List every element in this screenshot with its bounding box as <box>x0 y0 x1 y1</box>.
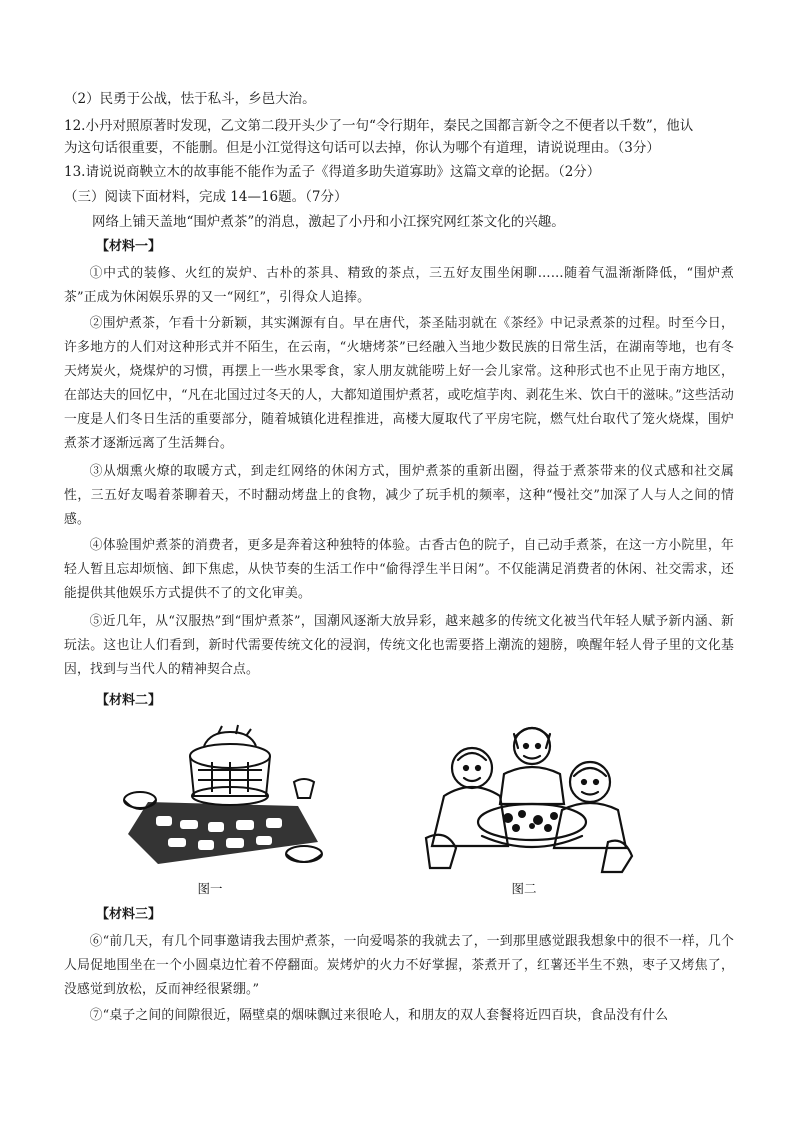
material-1-paragraph-4: ④体验围炉煮茶的消费者，更多是奔着这种独特的体验。古香古色的院子，自己动手煮茶，在这一方小院里，年轻人暂且忘却烦恼、卸下焦虑，从快节奏的生活工作中“偷得浮生半日闲”。不仅能满足消费者的休闲、社交需求，还能提供其他娱乐方式提供不了的文化审美。 <box>64 538 734 601</box>
material-3-paragraph-7: ⑦“桌子之间的间隙很近，隔壁桌的烟味飘过来很呛人，和朋友的双人套餐将近四百块，食品没有什么 <box>89 1008 669 1023</box>
material-3-heading: 【材料三】 <box>96 907 162 922</box>
material-1-paragraph-5: ⑤近几年，从“汉服热”到“围炉煮茶”，国潮风逐渐大放异彩，越来越多的传统文化被当代年轻人赋予新内涵、新玩法。这也让人们看到，新时代需要传统文化的浸润，传统文化也需要搭上潮流的翅膀，唤醒年轻人骨子里的文化基因，找到与当代人的精神契合点。 <box>64 614 734 677</box>
figure-2-caption: 图二 <box>511 881 537 896</box>
question-13: 13.请说说商鞅立木的故事能不能作为孟子《得道多助失道寡助》这篇文章的论据。（2分） <box>64 164 601 180</box>
intro-paragraph: 网络上铺天盖地“围炉煮茶”的消息，激起了小丹和小江探究网红茶文化的兴趣。 <box>92 214 565 230</box>
figure-1-tea-stove-illustration <box>118 722 328 872</box>
material-1-paragraph-3: ③从烟熏火燎的取暖方式，到走红网络的休闲方式，围炉煮茶的重新出圈，得益于煮茶带来的仪式感和社交属性，三五好友喝着茶聊着天，不时翻动烤盘上的食物，减少了玩手机的频率，这种“慢社交”加深了人与人之间的情感。 <box>64 464 734 527</box>
material-3-paragraph-6: ⑥“前几天，有几个同事邀请我去围炉煮茶，一向爱喝茶的我就去了，一到那里感觉跟我想象中的很不一样，几个人局促地围坐在一个小圆桌边忙着不停翻面。炭烤炉的火力不好掌握，茶煮开了，红薯还半生不熟，枣子又烤焦了，没感觉到放松，反而神经很紧绷。” <box>64 934 734 997</box>
figure-2-people-around-table-illustration <box>412 718 642 878</box>
material-1-heading: 【材料一】 <box>96 239 162 254</box>
figure-1-caption: 图一 <box>197 881 223 896</box>
question-11-item-2: （2）民勇于公战，怯于私斗，乡邑大治。 <box>64 91 316 107</box>
material-1-paragraph-1: ①中式的装修、火红的炭炉、古朴的茶具、精致的茶点，三五好友围坐闲聊……随着气温渐渐降低，“围炉煮茶”正成为休闲娱乐界的又一“网红”，引得众人追捧。 <box>64 266 734 305</box>
section-3-title: （三）阅读下面材料，完成 14—16题。（7分） <box>64 189 348 205</box>
material-1-paragraph-2: ②围炉煮茶，乍看十分新颖，其实渊源有自。早在唐代，茶圣陆羽就在《茶经》中记录煮茶的过程。时至今日，许多地方的人们对这种形式并不陌生，在云南，“火塘烤茶”已经融入当地少数民族的日常生活，在湖南等地，也有冬天烤炭火，烧煤炉的习惯，再摆上一些水果零食，家人朋友就能唠上好一会儿家常。这种形式也不止见于南方地区，在部达夫的回忆中，“凡在北国过过冬天的人，大都知道围炉煮茗，或吃煊芋肉、剥花生米、饮白干的滋味。”这些活动一度是人们冬日生活的重要部分，随着城镇化进程推进，高楼大厦取代了平房宅院，燃气灶台取代了笼火烧煤，围炉煮茶才逐渐远离了生活舞台。 <box>64 316 734 451</box>
question-12-line-2: 为这句话很重要，不能删。但是小江觉得这句话可以去掉，你认为哪个有道理，请说说理由。（3分） <box>64 140 660 156</box>
question-12-line-1: 12.小丹对照原著时发现，乙文第二段开头少了一句“令行期年，秦民之国都言新令之不便者以千数”，他认 <box>64 118 694 134</box>
material-2-heading: 【材料二】 <box>96 693 162 708</box>
